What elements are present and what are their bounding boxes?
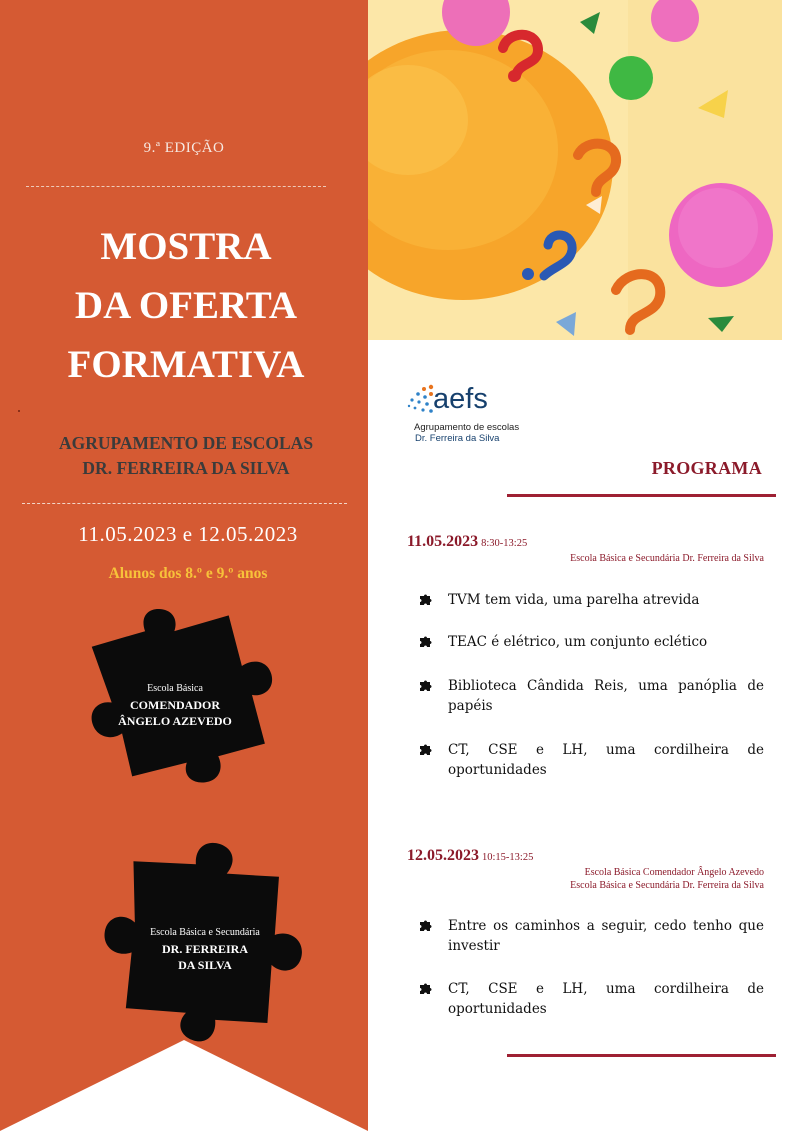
- title-line-1: MOSTRA: [100, 225, 272, 268]
- puzzle-bullet-icon: [419, 635, 433, 649]
- puzzle-1-line-1: COMENDADOR: [130, 698, 220, 712]
- edition-label: 9.ª EDIÇÃO: [143, 140, 225, 156]
- puzzle-bullet-icon: [419, 919, 433, 933]
- watercolor-illustration: [368, 0, 782, 340]
- item-text: CT, CSE e LH, uma cordilheira de oportunidades: [448, 742, 764, 778]
- school-group-name: [0, 431, 372, 481]
- day-2-venue-1: Escola Básica Comendador Ângelo Azevedo: [584, 867, 764, 878]
- list-item: [419, 740, 764, 780]
- puzzle-bullet-icon: [419, 743, 433, 757]
- title-line-3: FORMATIVA: [67, 343, 305, 386]
- puzzle-piece-1: [60, 605, 300, 795]
- day-1-time: 8:30-13:25: [481, 538, 528, 549]
- list-item: [419, 979, 764, 1019]
- day-2-time: 10:15-13:25: [482, 852, 534, 863]
- day-1-venue: [570, 552, 764, 565]
- header-artwork: [368, 0, 782, 340]
- puzzle-bullet-icon: [419, 679, 433, 693]
- puzzle-bullet-icon: [419, 593, 433, 607]
- item-text: CT, CSE e LH, uma cordilheira de oportunidades: [448, 981, 764, 1017]
- logo-name: aefs: [433, 383, 488, 415]
- day-2-header: [407, 847, 533, 865]
- left-banner: [0, 0, 368, 1131]
- programa-rule-top: [507, 494, 776, 497]
- item-text: Biblioteca Cândida Reis, uma panóplia de papéis: [448, 678, 764, 714]
- puzzle-2-text: [125, 925, 285, 973]
- puzzle-bullet-icon: [419, 982, 433, 996]
- day-2-venue: [570, 866, 764, 892]
- divider-top: [26, 186, 326, 187]
- programa-heading: PROGRAMA: [651, 458, 762, 478]
- decorative-dot: [18, 410, 20, 412]
- item-text: TEAC é elétrico, um conjunto eclético: [448, 634, 708, 650]
- list-item: [419, 916, 764, 956]
- list-item: [419, 676, 764, 716]
- list-item: [419, 632, 764, 652]
- puzzle-2-small: Escola Básica e Secundária: [150, 927, 260, 938]
- day-1-date: 11.05.2023: [407, 533, 479, 550]
- event-dates: 11.05.2023 e 12.05.2023: [78, 522, 298, 546]
- logo-subtitle-2: Dr. Ferreira da Silva: [415, 433, 500, 444]
- school-line-1: AGRUPAMENTO DE ESCOLAS: [58, 433, 314, 453]
- aefs-logo: [407, 383, 527, 453]
- item-text: TVM tem vida, uma parelha atrevida: [448, 592, 700, 608]
- puzzle-2-line-2: DA SILVA: [178, 958, 232, 972]
- event-title: [0, 217, 372, 394]
- logo-subtitle-1: Agrupamento de escolas: [414, 422, 520, 433]
- puzzle-piece-2: [90, 835, 330, 1050]
- list-item: [419, 590, 764, 610]
- school-line-2: DR. FERREIRA DA SILVA: [82, 458, 290, 478]
- puzzle-2-line-1: DR. FERREIRA: [161, 942, 248, 956]
- item-text: Entre os caminhos a seguir, cedo tenho que investir: [448, 918, 764, 954]
- target-students: Alunos dos 8.º e 9.º anos: [108, 565, 268, 582]
- day-1-venue-1: Escola Básica e Secundária Dr. Ferreira da Silva: [570, 553, 764, 564]
- day-2-date: 12.05.2023: [407, 847, 479, 864]
- day-2-venue-2: Escola Básica e Secundária Dr. Ferreira da Silva: [570, 880, 764, 891]
- puzzle-1-text: [95, 681, 255, 729]
- day-1-header: [407, 533, 527, 551]
- puzzle-1-small: Escola Básica: [147, 683, 203, 694]
- programa-rule-bottom: [507, 1054, 776, 1057]
- puzzle-1-line-2: ÂNGELO AZEVEDO: [118, 714, 232, 728]
- divider-bottom: [22, 503, 347, 504]
- title-line-2: DA OFERTA: [74, 284, 298, 327]
